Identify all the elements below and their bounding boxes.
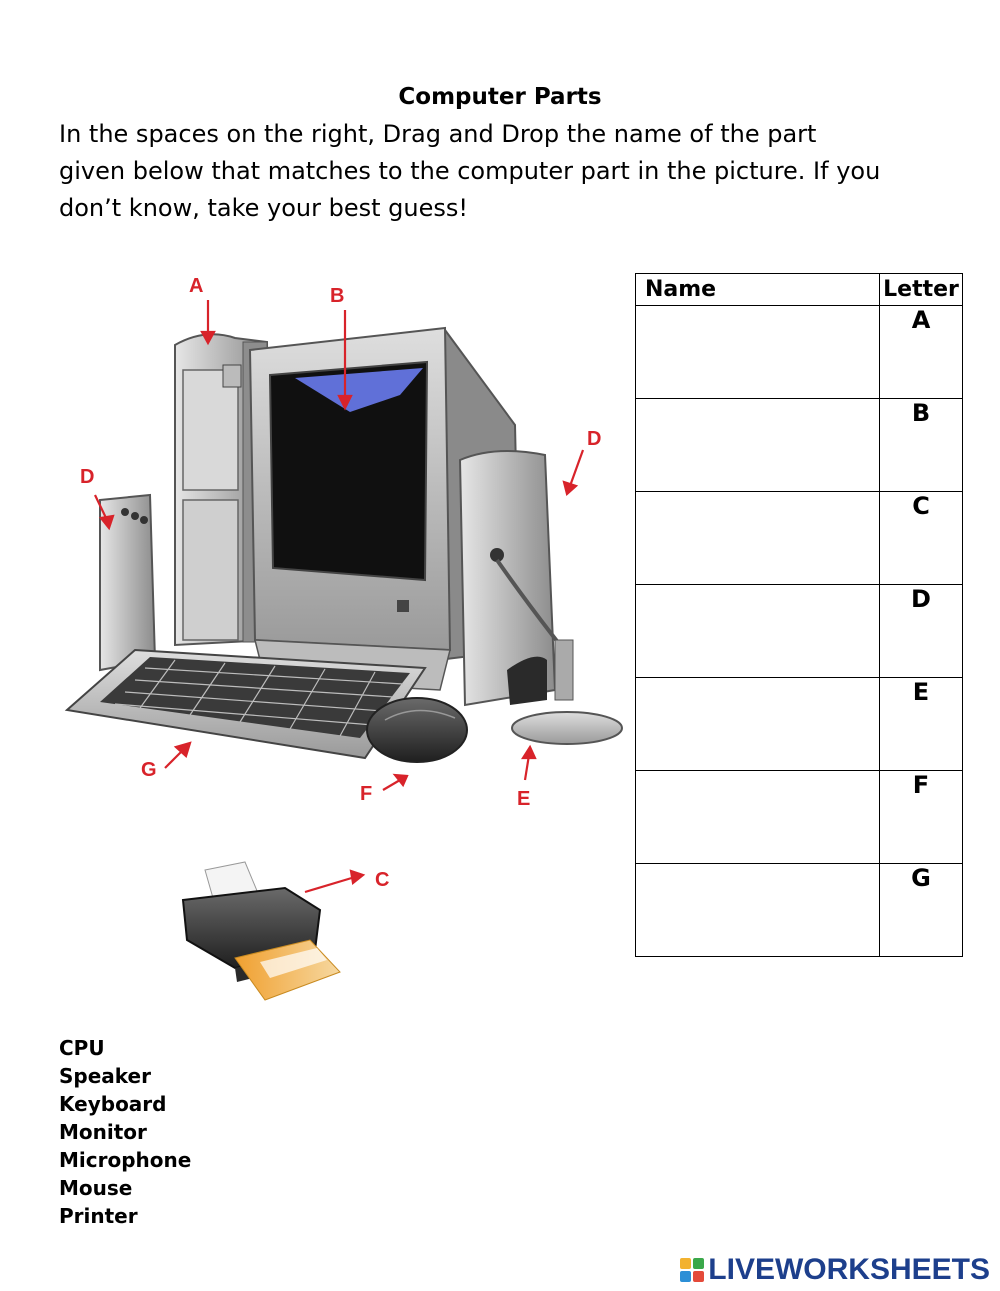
word-keyboard[interactable]: Keyboard: [59, 1092, 167, 1116]
word-cpu[interactable]: CPU: [59, 1036, 105, 1060]
table-row: [636, 306, 963, 399]
letter-cell: B: [880, 399, 963, 492]
drop-zone-a[interactable]: [636, 306, 880, 399]
label-b: B: [330, 285, 345, 307]
table-row: [636, 864, 963, 957]
letter-column-header: Letter: [880, 274, 963, 306]
label-d-left: D: [80, 466, 95, 488]
letter-cell: E: [880, 678, 963, 771]
word-monitor[interactable]: Monitor: [59, 1120, 147, 1144]
name-column-header: Name: [636, 274, 880, 306]
drop-zone-c[interactable]: [636, 492, 880, 585]
word-printer[interactable]: Printer: [59, 1204, 138, 1228]
label-c: C: [375, 869, 390, 891]
drop-zone-d[interactable]: [636, 585, 880, 678]
label-g: G: [141, 759, 157, 781]
letter-cell: C: [880, 492, 963, 585]
table-header-row: [636, 274, 963, 306]
letter-cell: G: [880, 864, 963, 957]
instructions-text: In the spaces on the right, Drag and Drop the name of the part given below that matches to the computer part in the picture. If you don’t know, take your best guess!: [59, 120, 881, 222]
mouse-icon: [367, 698, 467, 762]
table-row: [636, 492, 963, 585]
table-row: [636, 399, 963, 492]
label-d-right: D: [587, 428, 602, 450]
table-row: [636, 585, 963, 678]
word-mouse[interactable]: Mouse: [59, 1176, 133, 1200]
word-bank: [59, 1034, 191, 1230]
label-f: F: [360, 783, 373, 805]
label-a: A: [189, 275, 204, 297]
drop-zone-f[interactable]: [636, 771, 880, 864]
computer-parts-illustration: [55, 250, 635, 1020]
word-microphone[interactable]: Microphone: [59, 1148, 192, 1172]
word-speaker[interactable]: Speaker: [59, 1064, 151, 1088]
label-e: E: [517, 788, 531, 810]
footer-logo: [680, 1253, 990, 1287]
drop-zone-g[interactable]: [636, 864, 880, 957]
table-row: [636, 678, 963, 771]
liveworksheets-logo-icon: [680, 1258, 704, 1282]
letter-cell: A: [880, 306, 963, 399]
letter-cell: D: [880, 585, 963, 678]
printer-icon: [183, 862, 340, 1000]
answer-table: [635, 273, 963, 957]
table-row: [636, 771, 963, 864]
drop-zone-e[interactable]: [636, 678, 880, 771]
drop-zone-b[interactable]: [636, 399, 880, 492]
letter-cell: F: [880, 771, 963, 864]
brand-name: LIVEWORKSHEETS: [708, 1253, 990, 1286]
page-title: Computer Parts: [398, 84, 602, 110]
